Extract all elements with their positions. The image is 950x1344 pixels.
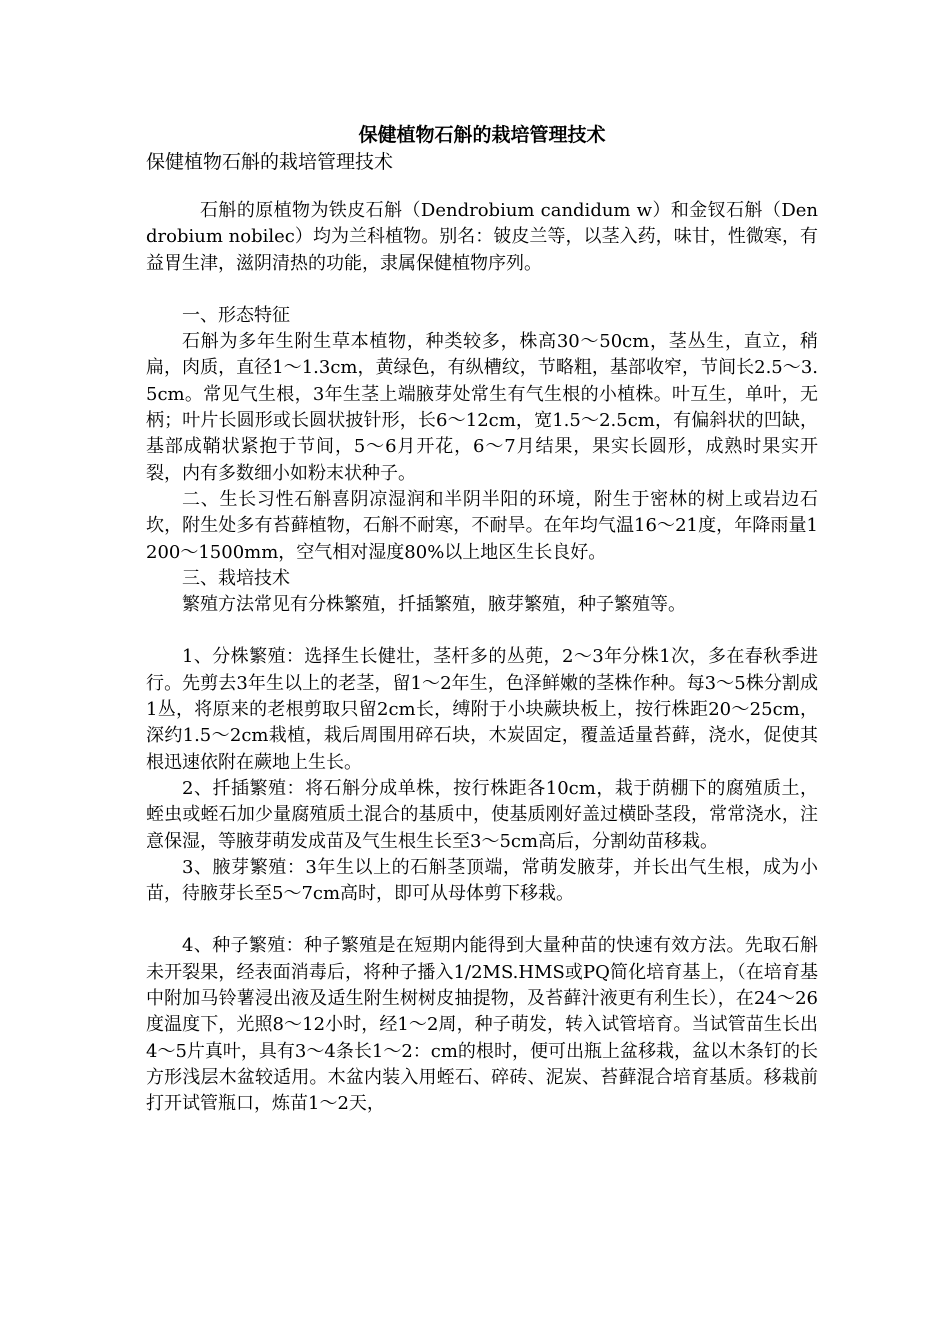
paragraph-cutting-propagation: 2、扦插繁殖：将石斛分成单株，按行株距各10cm，栽于荫棚下的腐殖质土，蛭虫或蛭石加少量腐殖质土混合的基质中，使基质刚好盖过横卧茎段，常常浇水，注意保湿，等腋芽萌发成苗及气生根生长至3～5cm高后，分割幼苗移栽。 bbox=[146, 777, 818, 852]
paragraph-morphology: 石斛为多年生附生草本植物，种类较多，株高30～50cm，茎丛生，直立，稍扁，肉质，直径1～1.3cm，黄绿色，有纵槽纹，节略粗，基部收窄，节间长2.5～3.5cm。常见气生根，3年生茎上端腋芽处常生有气生根的小植株。叶互生，单叶，无柄；叶片长圆形或长圆状披针形，长6～12cm，宽1.5～2.5cm，有偏斜状的凹缺，基部成鞘状紧抱于节间，5～6月开花，6～7月结果，果实长圆形，成熟时果实开裂，内有多数细小如粉末状种子。 bbox=[146, 331, 818, 484]
paragraph-propagation-methods: 繁殖方法常见有分株繁殖，扦插繁殖，腋芽繁殖，种子繁殖等。 bbox=[182, 594, 686, 616]
paragraph-division-propagation: 1、分株繁殖：选择生长健壮，茎杆多的丛蔸，2～3年分株1次，多在春秋季进行。先剪去3年生以上的老茎，留1～2年生，色泽鲜嫩的茎株作种。每3～5株分割成1丛，将原来的老根剪取只留2cm长，缚附于小块蕨块板上，按行株距20～25cm，深约1.5～2cm栽植，栽后周围用碎石块，木炭固定，覆盖适量苔藓，浇水，促使其根迅速依附在蕨地上生长。 bbox=[146, 646, 818, 773]
document-body bbox=[146, 198, 818, 1118]
paragraph-seed-propagation: 4、种子繁殖：种子繁殖是在短期内能得到大量种苗的快速有效方法。先取石斛未开裂果，经表面消毒后，将种子播入1/2MS.HMS或PQ简化培育基上，（在培育基中附加马铃薯浸出液及适生附生树树皮抽提物，及苔藓汁液更有利生长），在24～26度温度下，光照8～12小时，经1～2周，种子萌发，转入试管培育。当试管苗生长出4～5片真叶，具有3～4条长1～2：cm的根时，便可出瓶上盆移栽，盆以木条钉的长方形浅层木盆较适用。木盆内装入用蛭石、碎砖、泥炭、苔藓混合培育基质。移栽前打开试管瓶口，炼苗1～2天， bbox=[146, 935, 818, 1115]
paragraph-intro: 石斛的原植物为铁皮石斛（Dendrobium candidum w）和金钗石斛（Dendrobium nobilec）均为兰科植物。别名：铍皮兰等，以茎入药，味甘，性微寒，有益胃生津，滋阴清热的功能，隶属保健植物序列。 bbox=[146, 200, 818, 274]
paragraph-growth-habits: 二、生长习性石斛喜阴凉湿润和半阴半阳的环境，附生于密林的树上或岩边石坎，附生处多有苔藓植物，石斛不耐寒，不耐旱。在年均气温16～21度，年降雨量1200～1500mm，空气相对湿度80%以上地区生长良好。 bbox=[146, 488, 818, 563]
paragraph-bud-propagation: 3、腋芽繁殖：3年生以上的石斛茎顶端，常萌发腋芽，并长出气生根，成为小苗，待腋芽长至5～7cm高时，即可从母体剪下移栽。 bbox=[146, 856, 818, 905]
document-subtitle: 保健植物石斛的栽培管理技术 bbox=[146, 151, 394, 173]
heading-morphology: 一、形态特征 bbox=[182, 304, 290, 326]
document-title: 保健植物石斛的栽培管理技术 bbox=[358, 124, 606, 146]
heading-cultivation: 三、栽培技术 bbox=[182, 567, 290, 589]
